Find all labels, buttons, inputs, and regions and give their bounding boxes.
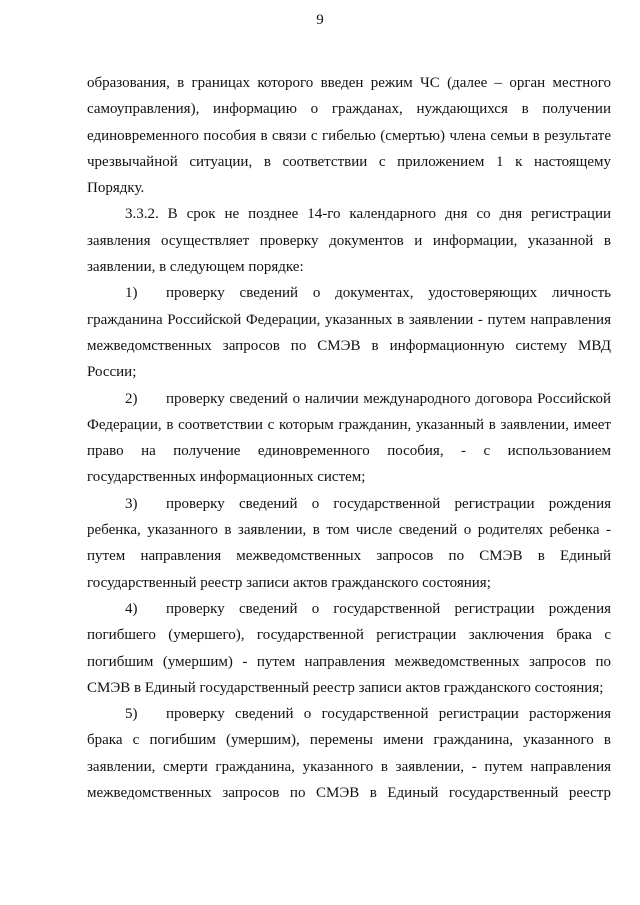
list-item	[87, 701, 611, 806]
list-item	[87, 280, 611, 385]
document-body	[87, 70, 611, 806]
list-item-first-line	[87, 280, 611, 306]
text-line: единовременного пособия в связи с гибелью (смертью) члена семьи в результате	[87, 127, 611, 144]
text-line: заявления осуществляет проверку документов и информации, указанной в	[87, 232, 611, 249]
text-line: ребенка, указанного в заявлении, в том числе сведений о родителях ребенка -	[87, 522, 611, 539]
text-line: заявлении, смерти гражданина, указанного в заявлении, - путем направления	[87, 758, 611, 775]
list-item-number: 4)	[125, 600, 138, 617]
text-line: самоуправления), информацию о гражданах, нуждающихся в получении	[87, 101, 611, 118]
text-line: проверку сведений о государственной регистрации рождения	[166, 600, 611, 617]
text-line: брака с погибшим (умершим), перемены имени гражданина, указанного в	[87, 732, 611, 749]
list-item-first-line	[87, 386, 611, 412]
text-line: гражданина Российской Федерации, указанных в заявлении - путем направления	[87, 311, 611, 328]
text-line: проверку сведений о документах, удостоверяющих личность	[166, 285, 611, 302]
list-item-number: 2)	[125, 390, 138, 407]
paragraph	[87, 201, 611, 280]
list-item-first-line	[87, 491, 611, 517]
paragraph	[87, 70, 611, 201]
list-item-number: 5)	[125, 706, 138, 723]
text-line: погибшего (умершего), государственной регистрации заключения брака с	[87, 627, 611, 644]
text-line: межведомственных запросов по СМЭВ в Единый государственный реестр	[87, 785, 611, 802]
text-line: образования, в границах которого введен режим ЧС (далее – орган местного	[87, 75, 611, 91]
list-item-number: 1)	[125, 285, 138, 302]
text-line: межведомственных запросов по СМЭВ в информационную систему МВД	[87, 337, 611, 354]
text-line: России;	[87, 364, 137, 381]
page-number: 9	[316, 12, 324, 28]
text-line: проверку сведений о наличии международного договора Российской	[166, 390, 611, 407]
list-item	[87, 491, 611, 596]
text-line: проверку сведений о государственной регистрации расторжения	[166, 706, 611, 723]
text-line: Федерации, в соответствии с которым гражданин, указанный в заявлении, имеет	[87, 416, 611, 433]
text-line: Порядку.	[87, 180, 145, 197]
text-line: погибшим (умершим) - путем направления межведомственных запросов по	[87, 653, 611, 670]
list-item	[87, 386, 611, 491]
text-line: заявлении, в следующем порядке:	[87, 259, 304, 276]
text-line: чрезвычайной ситуации, в соответствии с приложением 1 к настоящему	[87, 153, 611, 170]
text-line: государственный реестр записи актов гражданского состояния;	[87, 574, 491, 591]
text-line: 3.3.2. В срок не позднее 14-го календарного дня со дня регистрации	[125, 206, 611, 223]
text-line: право на получение единовременного пособия, - с использованием	[87, 443, 611, 460]
list-item-number: 3)	[125, 495, 138, 512]
text-line: государственных информационных систем;	[87, 469, 366, 486]
list-item	[87, 596, 611, 701]
list-item-first-line	[87, 596, 611, 622]
text-line: путем направления межведомственных запросов по СМЭВ в Единый	[87, 548, 611, 565]
list-item-first-line	[87, 701, 611, 727]
text-line: проверку сведений о государственной регистрации рождения	[166, 495, 611, 512]
text-line: СМЭВ в Единый государственный реестр записи актов гражданского состояния;	[87, 679, 604, 696]
